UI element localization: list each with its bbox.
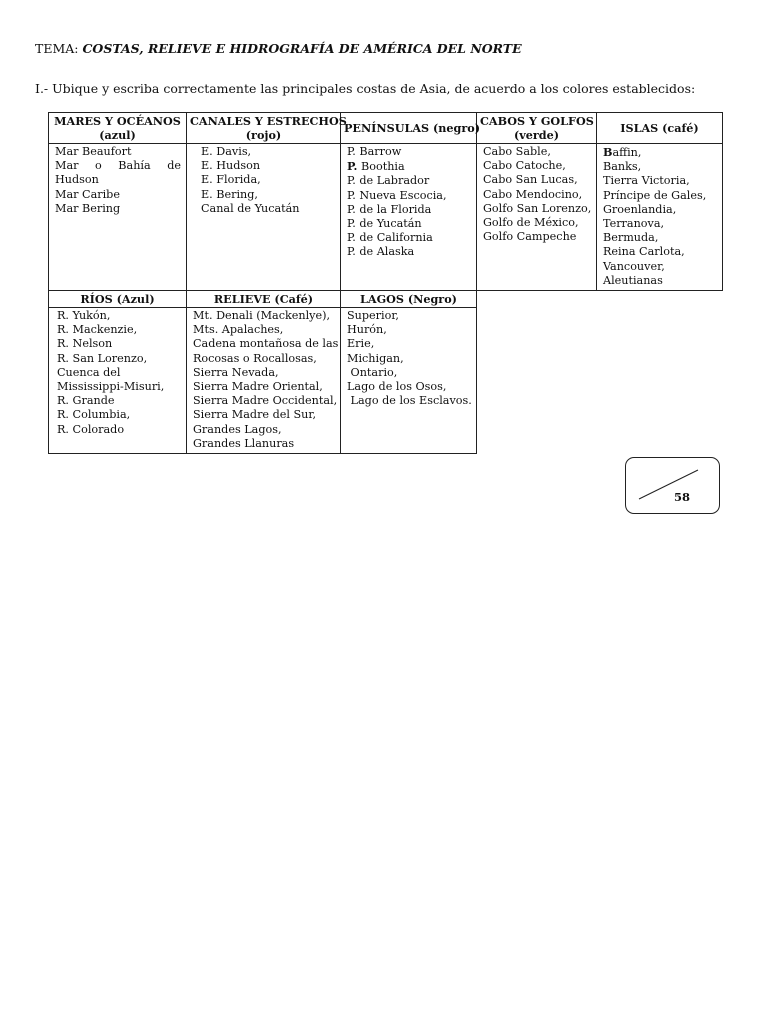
list-item: Golfo San Lorenzo,	[483, 201, 592, 215]
list-item: Superior,	[347, 309, 399, 323]
tema-prefix: TEMA:	[35, 41, 83, 56]
list-item: Vancouver,	[603, 259, 665, 273]
list-item: P. Boothia	[347, 159, 405, 174]
list-item: Mar Bering	[55, 201, 121, 215]
list-item: Mar Caribe	[55, 187, 120, 201]
header-rios: RÍOS (Azul)	[49, 291, 187, 308]
list-item: Golfo Campeche	[483, 230, 577, 244]
header-row-1	[49, 113, 723, 144]
list-item: Mar o Bahía de	[55, 159, 181, 173]
list-item: Sierra Madre del Sur,	[193, 408, 317, 422]
list-item: Mar Beaufort	[55, 145, 132, 158]
list-item: Groenlandia,	[603, 202, 677, 216]
list-item: Terranova,	[603, 217, 665, 231]
list-item: Cabo Catoche,	[483, 159, 566, 173]
list-item: Rocosas o Rocallosas,	[193, 351, 317, 365]
lagos-cell	[341, 308, 477, 454]
list-item: Erie,	[347, 337, 375, 351]
list-item: P. de Yucatán	[347, 217, 422, 231]
list-item: Canal de Yucatán	[201, 201, 300, 215]
grade-box	[625, 457, 720, 514]
list-item: P. de Labrador	[347, 174, 430, 188]
list-item: Mt. Denali (Mackenlye),	[193, 309, 331, 323]
list-item: R. Colorado	[57, 422, 125, 436]
list-item: Tierra Victoria,	[603, 174, 690, 188]
list-item: R. Nelson	[57, 337, 113, 351]
header-peninsulas: PENÍNSULAS (negro)	[341, 113, 477, 144]
list-item: Sierra Madre Occidental,	[193, 394, 338, 408]
list-item: Lago de los Esclavos.	[347, 394, 472, 408]
header-islas: ISLAS (café)	[597, 113, 723, 144]
list-item: Baffin,	[603, 145, 642, 159]
list-item: Príncipe de Gales,	[603, 188, 707, 202]
grade-score: 58	[673, 490, 690, 504]
list-item: Cabo San Lucas,	[483, 173, 578, 187]
list-item: Aleutianas	[603, 273, 663, 287]
list-item: Reina Carlota,	[603, 245, 685, 259]
list-item: R. Yukón,	[57, 309, 111, 323]
list-item: R. Mackenzie,	[57, 323, 138, 337]
grade-slash	[626, 458, 721, 515]
list-item: P. Barrow	[347, 145, 402, 158]
list-item: E. Bering,	[201, 187, 258, 201]
header-cabos: CABOS Y GOLFOS (verde)	[477, 113, 597, 144]
list-item: Grandes Llanuras	[193, 436, 295, 450]
rios-cell	[49, 308, 187, 454]
list-item: E. Hudson	[201, 159, 261, 173]
header-mares: MARES Y OCÉANOS (azul)	[49, 113, 187, 144]
list-item: Banks,	[603, 160, 642, 174]
relieve-cell	[187, 308, 341, 454]
list-item: Bermuda,	[603, 231, 659, 245]
list-item: Hurón,	[347, 323, 387, 337]
list-item: Lago de los Osos,	[347, 380, 447, 394]
list-item: Cadena montañosa de las	[193, 337, 339, 351]
list-item: Hudson	[55, 173, 99, 187]
list-item: Cabo Mendocino,	[483, 187, 583, 201]
header-row-2	[49, 291, 723, 308]
list-item: Mississippi-Misuri,	[57, 380, 165, 394]
list-item: Mts. Apalaches,	[193, 323, 284, 337]
empty-cell	[477, 291, 723, 454]
list-item: Ontario,	[347, 365, 398, 379]
list-item: R. Columbia,	[57, 408, 131, 422]
content-row-1	[49, 144, 723, 291]
list-item: R. Grande	[57, 394, 115, 408]
header-lagos: LAGOS (Negro)	[341, 291, 477, 308]
list-item: Cuenca del	[57, 365, 121, 379]
list-item: E. Davis,	[201, 145, 252, 158]
peninsulas-cell	[341, 144, 477, 291]
header-relieve: RELIEVE (Café)	[187, 291, 341, 308]
tema-title: COSTAS, RELIEVE E HIDROGRAFÍA DE AMÉRICA DEL NORTE	[82, 41, 522, 56]
list-item: R. San Lorenzo,	[57, 351, 148, 365]
islas-cell	[597, 144, 723, 291]
list-item: P. de Alaska	[347, 245, 415, 259]
page-title	[35, 41, 522, 56]
list-item: E. Florida,	[201, 173, 261, 187]
canales-cell	[187, 144, 341, 291]
list-item: P. de la Florida	[347, 202, 432, 216]
list-item: P. Nueva Escocia,	[347, 188, 447, 202]
list-item: Golfo de México,	[483, 216, 579, 230]
list-item: Grandes Lagos,	[193, 422, 282, 436]
geography-table	[48, 112, 723, 454]
instruction-text: I.- Ubique y escriba correctamente las principales costas de Asia, de acuerdo a los colores establecidos:	[35, 81, 696, 96]
list-item: P. de California	[347, 231, 433, 245]
list-item: Sierra Madre Oriental,	[193, 380, 323, 394]
list-item: Sierra Nevada,	[193, 365, 279, 379]
cabos-cell	[477, 144, 597, 291]
mares-cell	[49, 144, 187, 291]
list-item: Cabo Sable,	[483, 145, 551, 158]
header-canales: CANALES Y ESTRECHOS (rojo)	[187, 113, 341, 144]
list-item: Michigan,	[347, 351, 404, 365]
